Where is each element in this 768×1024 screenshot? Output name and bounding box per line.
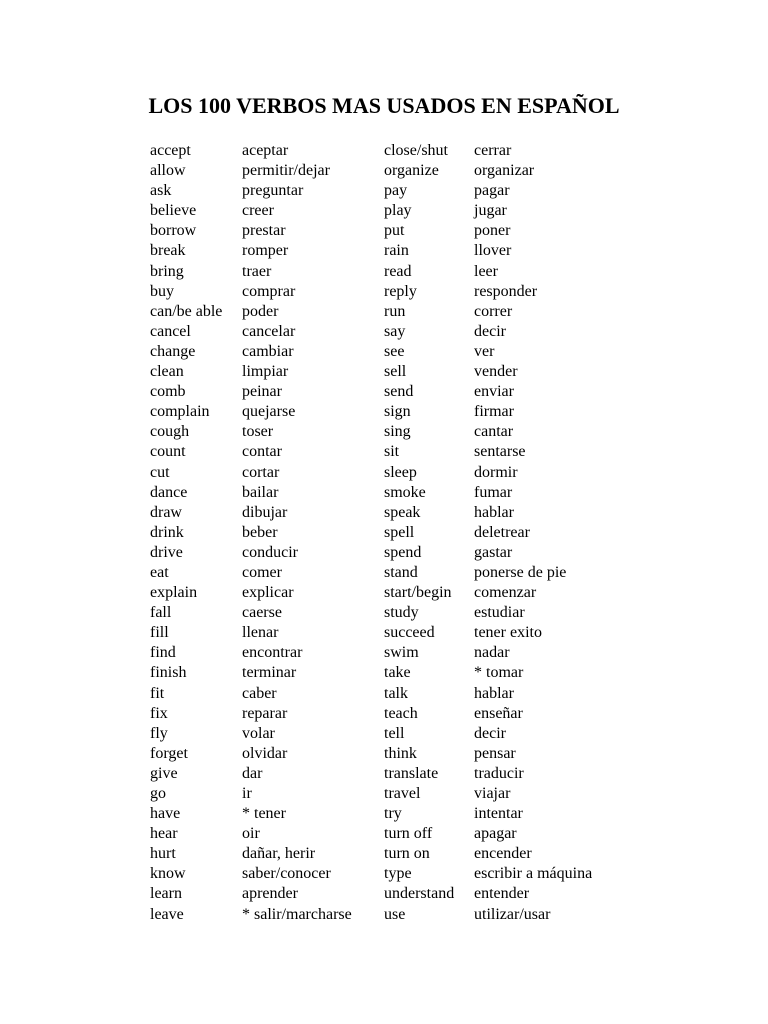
spanish-verb-cell: vender [474, 363, 518, 381]
table-row [150, 442, 620, 462]
spanish-verb-cell: peinar [242, 383, 282, 401]
english-verb-cell: play [384, 202, 412, 220]
spanish-verb-cell: dañar, herir [242, 845, 316, 863]
spanish-verb-cell: * salir/marcharse [242, 905, 352, 923]
spanish-verb-cell: * tomar [474, 664, 524, 682]
table-row [150, 402, 620, 422]
spanish-verb-cell: explicar [242, 584, 294, 602]
english-verb-cell: accept [150, 142, 191, 159]
table-row [150, 463, 620, 483]
spanish-verb-cell: saber/conocer [242, 865, 331, 883]
table-row [150, 804, 620, 824]
english-verb-cell: give [150, 764, 178, 782]
english-verb-cell: count [150, 443, 186, 461]
english-verb-cell: fall [150, 604, 172, 622]
table-row [150, 161, 620, 181]
english-verb-cell: cut [150, 463, 170, 481]
table-row [150, 241, 620, 261]
english-verb-cell: understand [384, 885, 455, 903]
spanish-verb-cell: cortar [242, 463, 280, 481]
spanish-verb-cell: llenar [242, 624, 279, 642]
spanish-verb-cell: oir [242, 825, 260, 843]
spanish-verb-cell: preguntar [242, 182, 304, 200]
table-row [150, 563, 620, 583]
spanish-verb-cell: hablar [474, 684, 514, 702]
english-verb-cell: translate [384, 764, 439, 782]
spanish-verb-cell: pagar [474, 182, 510, 200]
spanish-verb-cell: cantar [474, 423, 514, 441]
english-verb-cell: speak [384, 503, 421, 521]
table-row [150, 523, 620, 543]
table-row [150, 181, 620, 201]
english-verb-cell: sit [384, 443, 400, 461]
english-verb-cell: bring [150, 262, 184, 280]
english-verb-cell: send [384, 383, 414, 401]
spanish-verb-cell: pensar [474, 744, 516, 762]
spanish-verb-cell: leer [474, 262, 498, 280]
english-verb-cell: sell [384, 363, 407, 381]
spanish-verb-cell: terminar [242, 664, 297, 682]
english-verb-cell: say [384, 322, 406, 340]
spanish-verb-cell: organizar [474, 162, 535, 180]
english-verb-cell: rain [384, 242, 409, 260]
spanish-verb-cell: aprender [242, 885, 298, 903]
table-row [150, 864, 620, 884]
english-verb-cell: draw [150, 503, 182, 521]
spanish-verb-cell: comprar [242, 282, 296, 300]
spanish-verb-cell: contar [242, 443, 282, 461]
spanish-verb-cell: creer [242, 202, 274, 220]
spanish-verb-cell: prestar [242, 222, 286, 240]
english-verb-cell: hear [150, 825, 178, 843]
spanish-verb-cell: traer [242, 262, 272, 280]
table-row [150, 824, 620, 844]
table-row [150, 282, 620, 302]
spanish-verb-cell: beber [242, 523, 278, 541]
english-verb-cell: use [384, 905, 406, 923]
spanish-verb-cell: tener exito [474, 624, 542, 642]
table-row [150, 704, 620, 724]
spanish-verb-cell: estudiar [474, 604, 525, 622]
english-verb-cell: eat [150, 563, 169, 581]
spanish-verb-cell: llover [474, 242, 512, 260]
english-verb-cell: pay [384, 182, 408, 200]
table-row [150, 201, 620, 221]
spanish-verb-cell: responder [474, 282, 538, 300]
spanish-verb-cell: sentarse [474, 443, 526, 461]
english-verb-cell: cough [150, 423, 190, 441]
english-verb-cell: reply [384, 282, 417, 300]
english-verb-cell: fix [150, 704, 168, 722]
spanish-verb-cell: bailar [242, 483, 279, 501]
spanish-verb-cell: cambiar [242, 342, 294, 360]
english-verb-cell: know [150, 865, 186, 883]
spanish-verb-cell: ir [242, 785, 252, 802]
english-verb-cell: read [384, 262, 412, 280]
english-verb-cell: teach [384, 704, 418, 722]
english-verb-cell: sing [384, 423, 411, 441]
spanish-verb-cell: caerse [242, 604, 282, 622]
spanish-verb-cell: limpiar [242, 363, 289, 381]
spanish-verb-cell: dibujar [242, 503, 288, 521]
spanish-verb-cell: permitir/dejar [242, 162, 330, 180]
english-verb-cell: drink [150, 523, 184, 541]
spanish-verb-cell: cancelar [242, 322, 296, 340]
english-verb-cell: think [384, 744, 417, 762]
english-verb-cell: complain [150, 403, 210, 421]
english-verb-cell: ask [150, 182, 172, 200]
english-verb-cell: swim [384, 644, 419, 662]
table-row [150, 764, 620, 784]
spanish-verb-cell: volar [242, 724, 275, 742]
spanish-verb-cell: dormir [474, 463, 518, 481]
spanish-verb-cell: fumar [474, 483, 513, 501]
page-title: LOS 100 VERBOS MAS USADOS EN ESPAÑOL [148, 93, 620, 118]
spanish-verb-cell: decir [474, 724, 506, 742]
english-verb-cell: tell [384, 724, 405, 742]
table-row [150, 483, 620, 503]
english-verb-cell: try [384, 805, 402, 823]
table-row [150, 844, 620, 864]
english-verb-cell: turn off [384, 825, 433, 843]
spanish-verb-cell: cerrar [474, 142, 512, 159]
spanish-verb-cell: enviar [474, 383, 514, 401]
spanish-verb-cell: ponerse de pie [474, 563, 567, 581]
english-verb-cell: travel [384, 785, 421, 802]
table-row [150, 322, 620, 342]
spanish-verb-cell: toser [242, 423, 274, 441]
table-row [150, 362, 620, 382]
spanish-verb-cell: * tener [242, 805, 286, 823]
english-verb-cell: see [384, 342, 405, 360]
english-verb-cell: forget [150, 744, 188, 762]
spanish-verb-cell: traducir [474, 764, 524, 782]
english-verb-cell: take [384, 664, 411, 682]
table-row [150, 382, 620, 402]
spanish-verb-cell: enseñar [474, 704, 523, 722]
english-verb-cell: smoke [384, 483, 426, 501]
english-verb-cell: have [150, 805, 181, 823]
table-row [150, 905, 620, 925]
english-verb-cell: stand [384, 563, 418, 581]
english-verb-cell: succeed [384, 624, 435, 642]
table-row [150, 623, 620, 643]
english-verb-cell: find [150, 644, 176, 662]
spanish-verb-cell: viajar [474, 785, 511, 802]
english-verb-cell: finish [150, 664, 187, 682]
spanish-verb-cell: utilizar/usar [474, 905, 551, 923]
english-verb-cell: sign [384, 403, 411, 421]
spanish-verb-cell: quejarse [242, 403, 296, 421]
spanish-verb-cell: deletrear [474, 523, 530, 541]
english-verb-cell: organize [384, 162, 439, 180]
spanish-verb-cell: intentar [474, 805, 523, 823]
spanish-verb-cell: olvidar [242, 744, 288, 762]
english-verb-cell: borrow [150, 222, 197, 240]
spanish-verb-cell: encender [474, 845, 532, 863]
table-row [150, 744, 620, 764]
english-verb-cell: fill [150, 624, 169, 642]
spanish-verb-cell: comer [242, 563, 282, 581]
english-verb-cell: drive [150, 543, 183, 561]
spanish-verb-cell: ver [474, 342, 495, 360]
english-verb-cell: close/shut [384, 142, 448, 159]
spanish-verb-cell: romper [242, 242, 289, 260]
spanish-verb-cell: entender [474, 885, 530, 903]
spanish-verb-cell: aceptar [242, 142, 289, 159]
table-row [150, 141, 620, 161]
table-row [150, 583, 620, 603]
table-row [150, 302, 620, 322]
english-verb-cell: go [150, 785, 166, 802]
english-verb-cell: run [384, 302, 406, 320]
english-verb-cell: explain [150, 584, 198, 602]
table-row [150, 663, 620, 683]
table-row [150, 784, 620, 804]
spanish-verb-cell: poner [474, 222, 511, 240]
english-verb-cell: change [150, 342, 196, 360]
english-verb-cell: put [384, 222, 405, 240]
table-row [150, 262, 620, 282]
spanish-verb-cell: firmar [474, 403, 514, 421]
table-row [150, 543, 620, 563]
english-verb-cell: learn [150, 885, 182, 903]
spanish-verb-cell: comenzar [474, 584, 537, 602]
spanish-verb-cell: hablar [474, 503, 514, 521]
english-verb-cell: dance [150, 483, 188, 501]
table-row [150, 724, 620, 744]
english-verb-cell: turn on [384, 845, 430, 863]
english-verb-cell: spend [384, 543, 422, 561]
english-verb-cell: hurt [150, 845, 176, 863]
english-verb-cell: cancel [150, 322, 191, 340]
spanish-verb-cell: jugar [474, 202, 507, 220]
spanish-verb-cell: reparar [242, 704, 288, 722]
english-verb-cell: talk [384, 684, 408, 702]
table-row [150, 643, 620, 663]
english-verb-cell: comb [150, 383, 186, 401]
spanish-verb-cell: decir [474, 322, 506, 340]
english-verb-cell: buy [150, 282, 174, 300]
english-verb-cell: can/be able [150, 302, 223, 320]
table-row [150, 221, 620, 241]
spanish-verb-cell: dar [242, 764, 263, 782]
spanish-verb-cell: gastar [474, 543, 513, 561]
english-verb-cell: break [150, 242, 186, 260]
english-verb-cell: spell [384, 523, 415, 541]
table-row [150, 422, 620, 442]
table-row [150, 503, 620, 523]
spanish-verb-cell: correr [474, 302, 513, 320]
table-row [150, 603, 620, 623]
spanish-verb-cell: conducir [242, 543, 298, 561]
english-verb-cell: clean [150, 363, 184, 381]
english-verb-cell: type [384, 865, 412, 883]
spanish-verb-cell: caber [242, 684, 277, 702]
english-verb-cell: sleep [384, 463, 417, 481]
spanish-verb-cell: poder [242, 302, 279, 320]
spanish-verb-cell: escribir a máquina [474, 865, 593, 883]
english-verb-cell: start/begin [384, 584, 452, 602]
english-verb-cell: fit [150, 684, 165, 702]
table-row [150, 684, 620, 704]
table-row [150, 884, 620, 904]
english-verb-cell: fly [150, 724, 168, 742]
table-row [150, 342, 620, 362]
spanish-verb-cell: nadar [474, 644, 510, 662]
english-verb-cell: believe [150, 202, 197, 220]
spanish-verb-cell: apagar [474, 825, 517, 843]
english-verb-cell: leave [150, 905, 184, 923]
verb-table [150, 141, 620, 925]
spanish-verb-cell: encontrar [242, 644, 303, 662]
english-verb-cell: allow [150, 162, 186, 180]
english-verb-cell: study [384, 604, 419, 622]
